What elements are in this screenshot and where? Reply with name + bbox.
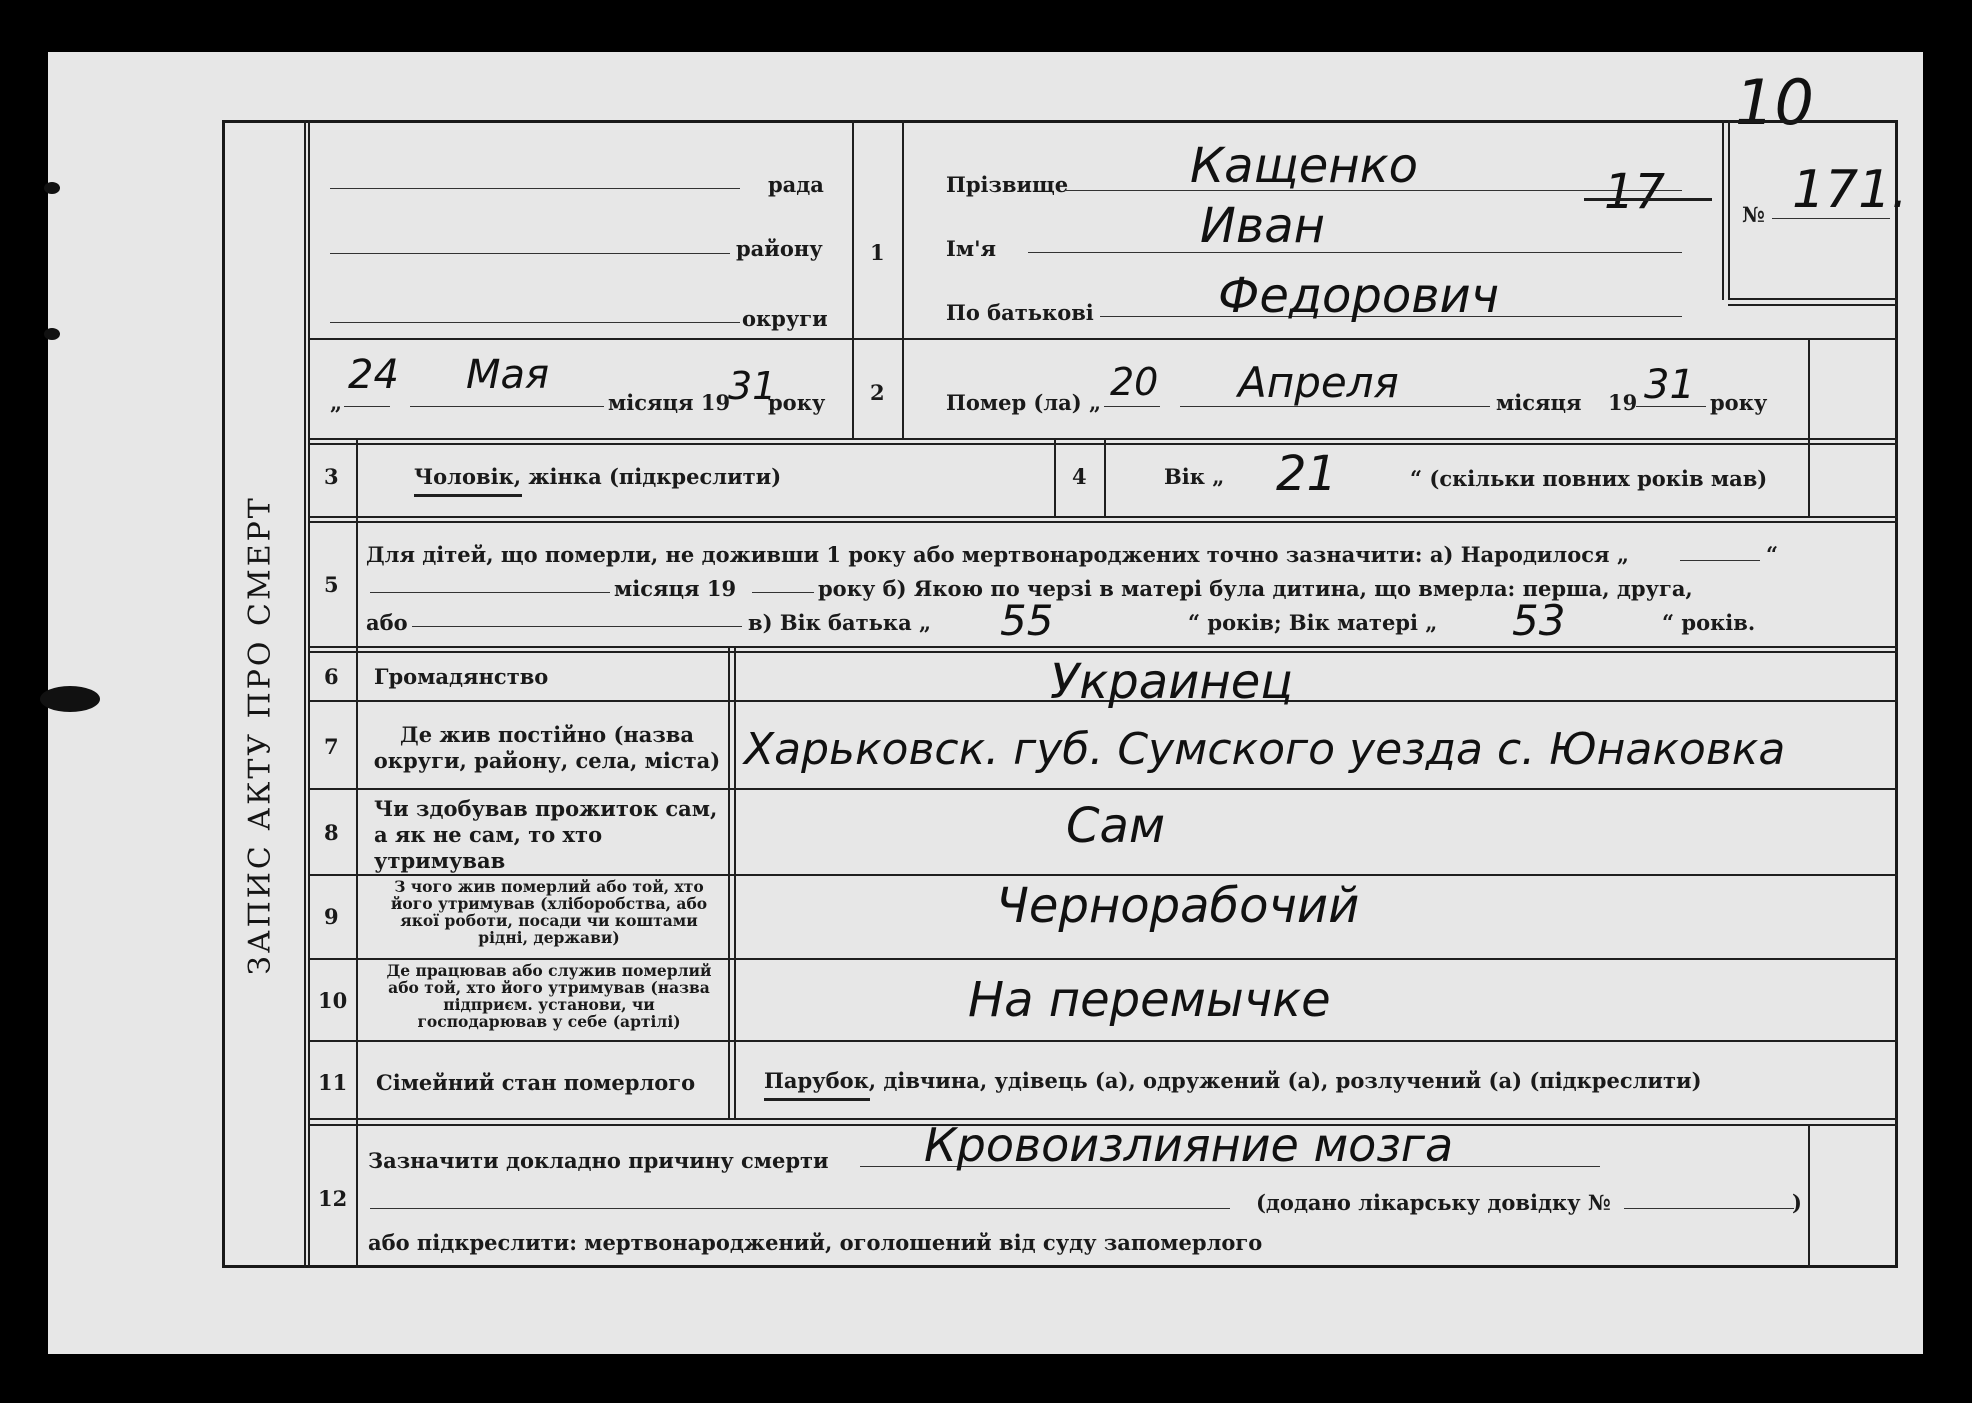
death-year: 31 xyxy=(1644,362,1695,408)
age-label: Вік „ xyxy=(1164,464,1225,489)
death-year-label: року xyxy=(1710,390,1768,415)
infant-line-3c: “ років; Вік матері „ xyxy=(1188,610,1438,635)
reg-month-label: місяця 19 xyxy=(608,390,731,415)
support-value: Сам xyxy=(1066,798,1166,854)
father-age: 55 xyxy=(1000,596,1054,645)
infant-line-1: Для дітей, що померли, не доживши 1 року або мертвонароджених точно зазначити: а) Народилося „ xyxy=(366,542,1629,567)
reg-month: Мая xyxy=(466,352,550,398)
infant-line-2a: місяця 19 xyxy=(614,576,737,601)
row-number: 2 xyxy=(870,380,885,405)
row-number: 3 xyxy=(324,464,339,489)
row-number: 11 xyxy=(318,1070,348,1095)
residence-value: Харьковск. губ. Сумского уезда с. Юнаковка xyxy=(744,724,1786,775)
citizenship-label: Громадянство xyxy=(374,664,549,689)
row-number: 1 xyxy=(870,240,885,265)
struck-number: 17 xyxy=(1604,164,1666,220)
infant-line-3b: в) Вік батька „ xyxy=(748,610,932,635)
death-month-label: місяця xyxy=(1496,390,1582,415)
infant-line-3a: або xyxy=(366,610,408,635)
punch-hole xyxy=(44,182,60,194)
row-number: 5 xyxy=(324,572,339,597)
row-number: 12 xyxy=(318,1186,348,1211)
support-label: Чи здобував прожиток сам, а як не сам, то хто утримував xyxy=(374,796,718,873)
medical-certificate-label: (додано лікарську довідку № xyxy=(1256,1190,1611,1215)
infant-line-3d: “ років. xyxy=(1662,610,1756,635)
mother-age: 53 xyxy=(1512,596,1566,645)
age-suffix: “ (скільки повних років мав) xyxy=(1410,466,1768,491)
row-number: 4 xyxy=(1072,464,1087,489)
infant-line-2b: року б) Якою по черзі в матері була дитина, що вмерла: перша, друга, xyxy=(818,576,1693,601)
row-number: 7 xyxy=(324,734,339,759)
record-number-label: № xyxy=(1742,202,1765,227)
age-value: 21 xyxy=(1276,446,1338,502)
name-label: Ім'я xyxy=(946,236,997,261)
cause-value: Кровоизлияние мозга xyxy=(924,1118,1454,1172)
medical-certificate-close: ) xyxy=(1792,1190,1802,1215)
occupation-label: З чого жив померлий або той, хто його утримував (хліборобства, або якої роботи, посади чи коштами рідні, держави) xyxy=(390,877,708,947)
punch-hole xyxy=(44,328,60,340)
marital-label: Сімейний стан померлого xyxy=(376,1070,696,1095)
surname-label: Прізвище xyxy=(946,172,1069,197)
row-number: 10 xyxy=(318,988,348,1013)
sex-label: Чоловік, жінка (підкреслити) xyxy=(414,464,782,489)
name-value: Иван xyxy=(1200,198,1325,254)
row-number: 9 xyxy=(324,904,339,929)
stillborn-label: або підкреслити: мертвонароджений, оголошений від суду запомерлого xyxy=(368,1230,1263,1255)
death-year-prefix: 19 xyxy=(1608,390,1638,415)
record-number-value: 171. xyxy=(1792,160,1908,220)
surname-value: Кащенко xyxy=(1190,138,1418,194)
reg-day: 24 xyxy=(348,352,399,398)
death-day: 20 xyxy=(1110,360,1159,404)
occupation-value: Чернорабочий xyxy=(996,878,1360,934)
cause-label: Зазначити докладно причину смерти xyxy=(368,1148,829,1173)
okrugy-label: округи xyxy=(742,306,828,331)
patronymic-value: Федорович xyxy=(1218,268,1500,324)
rada-label: рада xyxy=(768,172,824,197)
punch-hole xyxy=(40,686,100,712)
side-title: ЗАПИС АКТУ ПРО СМЕРТ xyxy=(242,495,278,975)
citizenship-value: Украинец xyxy=(1050,654,1293,710)
row-number: 8 xyxy=(324,820,339,845)
corner-number: 10 xyxy=(1735,66,1814,139)
workplace-value: На перемычке xyxy=(968,972,1331,1028)
residence-label: Де жив постійно (назва округи, району, села, міста) xyxy=(373,722,721,773)
reg-year-label: року xyxy=(768,390,826,415)
patronymic-label: По батькові xyxy=(946,300,1094,325)
workplace-label: Де працював або служив померлий або той, хто його утримував (назва підприєм. установи, чи господарював у себе (артілі) xyxy=(386,961,712,1031)
rayonu-label: району xyxy=(736,236,823,261)
row-number: 6 xyxy=(324,664,339,689)
marital-options: Парубок, дівчина, удівець (а), одружений (а), розлучений (а) (підкреслити) xyxy=(764,1068,1702,1093)
reg-year: 31 xyxy=(728,364,777,408)
died-label: Помер (ла) „ xyxy=(946,390,1102,415)
death-month: Апреля xyxy=(1238,358,1399,407)
